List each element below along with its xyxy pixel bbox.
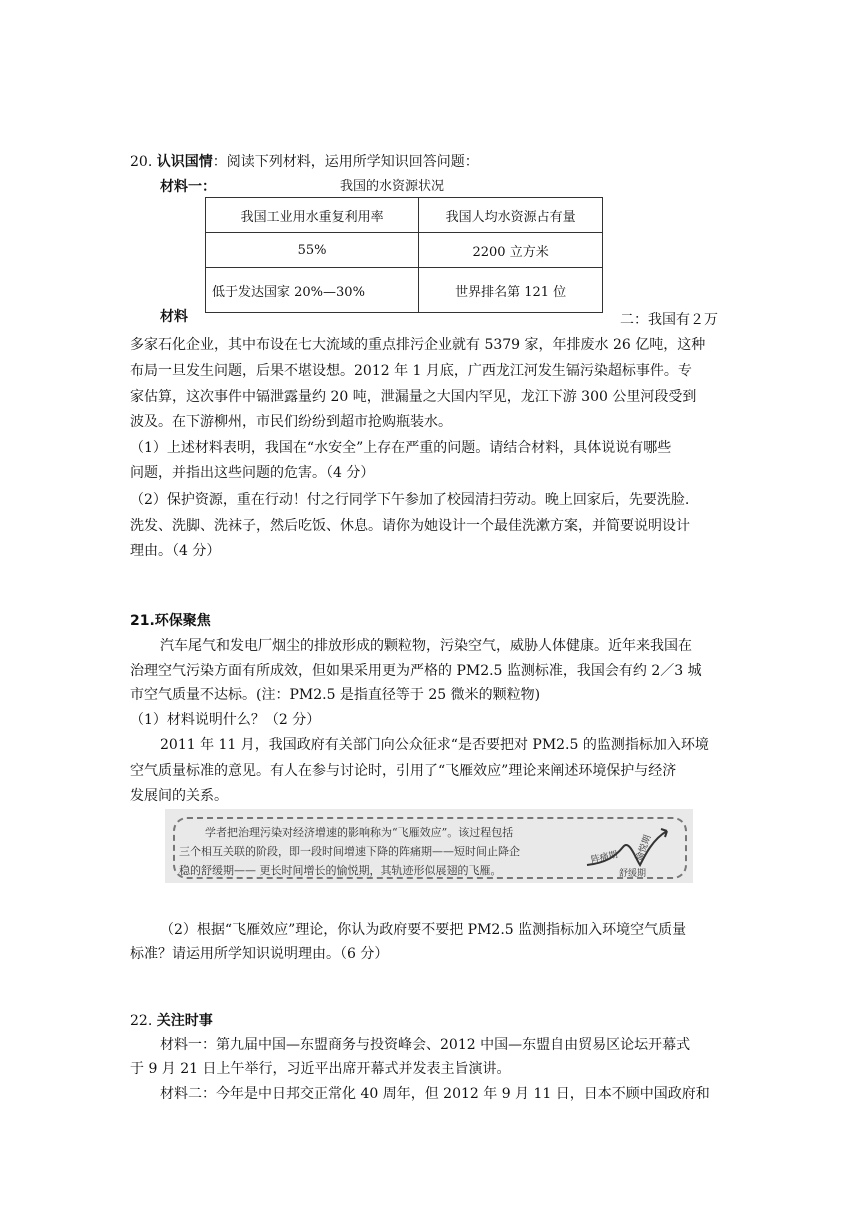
figure-text-line: 稳的舒缓期—— 更长时间增长的愉悦期，其轨迹形似展翅的飞雁。 — [179, 864, 502, 877]
q20-paragraph-line: 多家石化企业，其中布设在七大流域的重点排污企业就有 5379 家，年排废水 26 亿吨，这种 — [130, 337, 706, 353]
table-cell: 低于发达国家 20%—30% — [206, 268, 419, 313]
q20-number: 20. — [130, 154, 153, 170]
q20-paragraph-line: 家估算，这次事件中镉泄露量约 20 吨，泄漏量之大国内罕见，龙江下游 300 公里河段受到 — [130, 389, 697, 405]
q20-header — [130, 152, 479, 172]
water-resources-table — [205, 197, 603, 313]
q22-material1-line: 材料一：第九届中国—东盟商务与投资峰会、2012 中国—东盟自由贸易区论坛开幕式 — [160, 1037, 691, 1053]
q20-title: 认识国情 — [156, 154, 213, 170]
table-cell: 2200 立方米 — [419, 233, 603, 268]
q21-subquestion-2: （2）根据“飞雁效应”理论，你认为政府要不要把 PM2.5 监测指标加入环境空气质量 — [160, 922, 687, 938]
figure-label-relief: 舒缓期 — [619, 869, 647, 879]
figure-text-line: 三个相互关联的阶段，即一段时间增速下降的阵痛期——短时间止降企 — [179, 845, 520, 858]
material2-label-right: 二：我国有２万 — [620, 312, 718, 328]
q20-subquestion-2: （2）保护资源，重在行动！付之行同学下午参加了校园清扫劳动。晚上回家后，先要洗脸. — [130, 492, 690, 508]
q20-subquestion-2: 理由。（4 分） — [130, 543, 221, 559]
q22-material1-line: 于 9 月 21 日上午举行，习近平出席开幕式并发表主旨演讲。 — [130, 1061, 511, 1077]
figure-label-joy: 愉悦期 — [634, 833, 654, 863]
q22-number: 22. — [130, 1013, 153, 1029]
table-title: 我国的水资源状况 — [340, 179, 445, 194]
q21-paragraph2-line: 空气质量标准的意见。有人在参与讨论时，引用了“飞雁效应”理论来阐述环境保护与经济 — [130, 763, 677, 779]
q20-paragraph-line: 布局一旦发生问题，后果不堪设想。2012 年 1 月底，广西龙江河发生镉污染超标事件。专 — [130, 363, 692, 379]
q21-paragraph2-line: 2011 年 11 月，我国政府有关部门向公众征求“是否要把对 PM2.5 的监测指标加入环境 — [160, 737, 709, 753]
figure-label-pain: 阵痛期 — [590, 850, 619, 866]
material2-label-left: 材料 — [160, 309, 188, 325]
material1-label: 材料一： — [160, 179, 216, 195]
q21-heading: 21.环保聚焦 — [130, 613, 211, 629]
q21-paragraph2-line: 发展间的关系。 — [130, 788, 228, 804]
q22-header — [130, 1011, 213, 1031]
table-cell: 世界排名第 121 位 — [419, 268, 603, 313]
figure-text-line: 学者把治理污染对经济增速的影响称为“飞雁效应”。该过程包括 — [205, 826, 514, 839]
q21-paragraph-line: 治理空气污染方面有所成效，但如果采用更为严格的 PM2.5 监测标准，我国会有约 2／3 城 — [130, 663, 702, 679]
table-header-cell: 我国工业用水重复利用率 — [206, 198, 419, 233]
q20-subquestion-1: 问题，并指出这些问题的危害。（4 分） — [130, 465, 375, 481]
q22-material2-line: 材料二：今年是中日邦交正常化 40 周年，但 2012 年 9 月 11 日，日本不顾中国政府和 — [160, 1086, 710, 1102]
q21-paragraph-line: 市空气质量不达标。(注：PM2.5 是指直径等于 25 微米的颗粒物) — [130, 687, 541, 703]
q20-subquestion-2: 洗发、洗脚、洗袜子，然后吃饭、休息。请你为她设计一个最佳洗漱方案，并简要说明设计 — [130, 518, 690, 534]
q20-subquestion-1: （1）上述材料表明，我国在“水安全”上存在严重的问题。请结合材料，具体说说有哪些 — [130, 440, 672, 456]
q21-subquestion-2: 标准？请运用所学知识说明理由。（6 分） — [130, 946, 389, 962]
q22-title: 关注时事 — [156, 1013, 213, 1029]
table-cell: 55% — [206, 233, 419, 268]
q20-intro: ：阅读下列材料，运用所学知识回答问题： — [212, 154, 479, 170]
q20-paragraph-line: 波及。在下游柳州，市民们纷纷到超市抢购瓶装水。 — [130, 414, 452, 430]
flying-geese-figure — [165, 809, 693, 883]
q21-subquestion-1: （1）材料说明什么？（2 分） — [130, 712, 321, 728]
table-header-cell: 我国人均水资源占有量 — [419, 198, 603, 233]
q21-paragraph-line: 汽车尾气和发电厂烟尘的排放形成的颗粒物，污染空气，威胁人体健康。近年来我国在 — [160, 638, 692, 654]
